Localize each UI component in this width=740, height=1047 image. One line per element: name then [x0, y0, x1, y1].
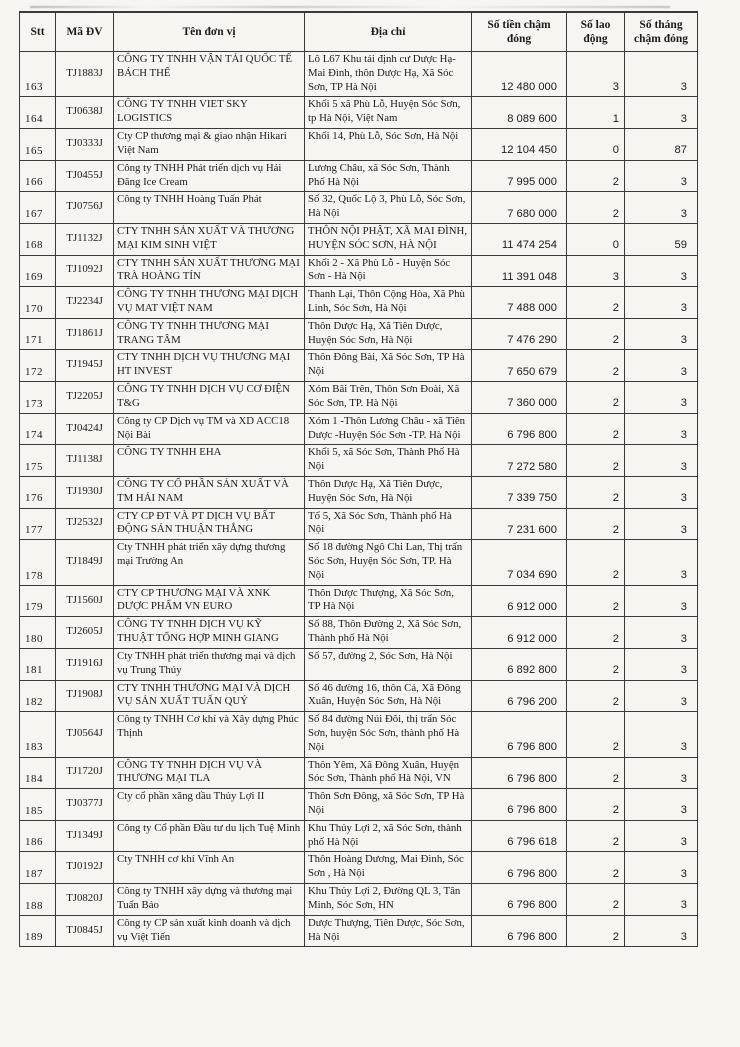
table-row	[20, 476, 698, 508]
cell-ma-dv: TJ0377J	[56, 789, 114, 821]
cell-so-tien: 6 796 800	[472, 852, 567, 884]
cell-dia-chi: Khối 5, xã Sóc Sơn, Thành Phố Hà Nội	[305, 445, 472, 477]
cell-ma-dv: TJ1138J	[56, 445, 114, 477]
cell-ma-dv: TJ0756J	[56, 192, 114, 224]
cell-ma-dv: TJ1861J	[56, 318, 114, 350]
cell-ten-don-vi: CTY TNHH DỊCH VỤ THƯƠNG MẠI HT INVEST	[114, 350, 305, 382]
cell-so-lao-dong: 2	[567, 413, 625, 445]
table-row	[20, 287, 698, 319]
cell-so-tien: 6 796 800	[472, 884, 567, 916]
cell-ten-don-vi: CÔNG TY TNHH DỊCH VỤ VÀ THƯƠNG MẠI TLA	[114, 757, 305, 789]
table-row	[20, 820, 698, 852]
cell-so-lao-dong: 2	[567, 712, 625, 757]
table-row	[20, 223, 698, 255]
table-row	[20, 757, 698, 789]
cell-so-tien: 6 796 800	[472, 757, 567, 789]
cell-so-lao-dong: 2	[567, 852, 625, 884]
cell-stt: 175	[20, 445, 56, 477]
cell-so-thang: 3	[625, 712, 698, 757]
table-row	[20, 97, 698, 129]
cell-ten-don-vi: CÔNG TY TNHH VIET SKY LOGISTICS	[114, 97, 305, 129]
cell-so-lao-dong: 2	[567, 585, 625, 617]
cell-stt: 184	[20, 757, 56, 789]
cell-stt: 183	[20, 712, 56, 757]
cell-ten-don-vi: CTY CP THƯƠNG MẠI VÀ XNK DƯỢC PHẨM VN EURO	[114, 585, 305, 617]
cell-dia-chi: THÔN NỘI PHẬT, XÃ MAI ĐÌNH, HUYỆN SÓC SƠN, HÀ NỘI	[305, 223, 472, 255]
cell-so-thang: 3	[625, 318, 698, 350]
table-row	[20, 585, 698, 617]
cell-ten-don-vi: Công ty TNHH Hoàng Tuấn Phát	[114, 192, 305, 224]
cell-so-tien: 12 104 450	[472, 129, 567, 161]
cell-so-thang: 3	[625, 52, 698, 97]
cell-ma-dv: TJ1560J	[56, 585, 114, 617]
cell-dia-chi: Khối 5 xã Phù Lỗ, Huyện Sóc Sơn, tp Hà Nội, Việt Nam	[305, 97, 472, 129]
table-row	[20, 540, 698, 585]
cell-stt: 188	[20, 884, 56, 916]
cell-so-tien: 6 912 000	[472, 617, 567, 649]
table-row	[20, 884, 698, 916]
cell-ten-don-vi: CÔNG TY TNHH EHA	[114, 445, 305, 477]
cell-stt: 173	[20, 382, 56, 414]
cell-so-lao-dong: 2	[567, 648, 625, 680]
cell-so-thang: 3	[625, 585, 698, 617]
cell-so-tien: 7 650 679	[472, 350, 567, 382]
cell-dia-chi: Lương Châu, xã Sóc Sơn, Thành Phố Hà Nội	[305, 160, 472, 192]
cell-stt: 164	[20, 97, 56, 129]
cell-ten-don-vi: Công ty CP Dịch vụ TM và XD ACC18 Nội Bài	[114, 413, 305, 445]
table-row	[20, 915, 698, 947]
table-row	[20, 852, 698, 884]
table-row	[20, 129, 698, 161]
header-stt: Stt	[20, 12, 56, 52]
cell-dia-chi: Thôn Dược Hạ, Xã Tiên Dược, Huyện Sóc Sơn, Hà Nội	[305, 318, 472, 350]
cell-ten-don-vi: Cty TNHH phát triển xây dựng thương mại Trường An	[114, 540, 305, 585]
cell-so-tien: 8 089 600	[472, 97, 567, 129]
cell-ma-dv: TJ1720J	[56, 757, 114, 789]
table-row	[20, 318, 698, 350]
cell-dia-chi: Thôn Yêm, Xã Đông Xuân, Huyện Sóc Sơn, Thành phố Hà Nội, VN	[305, 757, 472, 789]
cell-ma-dv: TJ2532J	[56, 508, 114, 540]
cell-stt: 185	[20, 789, 56, 821]
cell-ten-don-vi: Công ty TNHH Phát triển dịch vụ Hải Đăng Ice Cream	[114, 160, 305, 192]
cell-dia-chi: Thôn Dược Thượng, Xã Sóc Sơn, TP Hà Nội	[305, 585, 472, 617]
cell-dia-chi: Khu Thủy Lợi 2, xã Sóc Sơn, thành phố Hà Nội	[305, 820, 472, 852]
cell-so-tien: 7 360 000	[472, 382, 567, 414]
cell-so-lao-dong: 2	[567, 757, 625, 789]
cell-so-lao-dong: 2	[567, 540, 625, 585]
table-row	[20, 350, 698, 382]
cell-so-lao-dong: 2	[567, 617, 625, 649]
cell-stt: 172	[20, 350, 56, 382]
cell-so-tien: 11 391 048	[472, 255, 567, 287]
table-row	[20, 789, 698, 821]
cell-dia-chi: Thôn Hoàng Dương, Mai Đình, Sóc Sơn , Hà Nội	[305, 852, 472, 884]
cell-so-thang: 87	[625, 129, 698, 161]
cell-stt: 177	[20, 508, 56, 540]
cell-ten-don-vi: CÔNG TY TNHH THƯƠNG MẠI DỊCH VỤ MAT VIỆT NAM	[114, 287, 305, 319]
cell-so-tien: 11 474 254	[472, 223, 567, 255]
cell-dia-chi: Xóm 1 -Thôn Lương Châu - xã Tiên Dược -Huyện Sóc Sơn -TP. Hà Nội	[305, 413, 472, 445]
cell-dia-chi: Số 18 đường Ngô Chi Lan, Thị trấn Sóc Sơn, Huyện Sóc Sơn, TP. Hà Nội	[305, 540, 472, 585]
cell-so-tien: 6 796 618	[472, 820, 567, 852]
cell-ma-dv: TJ1916J	[56, 648, 114, 680]
cell-so-thang: 3	[625, 413, 698, 445]
table-row	[20, 445, 698, 477]
cell-ma-dv: TJ1883J	[56, 52, 114, 97]
cell-ma-dv: TJ0455J	[56, 160, 114, 192]
cell-so-tien: 6 796 200	[472, 680, 567, 712]
cell-dia-chi: Xóm Bãi Trên, Thôn Sơn Đoài, Xã Sóc Sơn, TP. Hà Nội	[305, 382, 472, 414]
cell-dia-chi: Dược Thượng, Tiên Dược, Sóc Sơn, Hà Nội	[305, 915, 472, 947]
cell-so-thang: 3	[625, 884, 698, 916]
cell-so-lao-dong: 2	[567, 508, 625, 540]
cell-ma-dv: TJ1132J	[56, 223, 114, 255]
cell-dia-chi: Thanh Lại, Thôn Cộng Hòa, Xã Phù Linh, Sóc Sơn, Hà Nội	[305, 287, 472, 319]
table-row	[20, 382, 698, 414]
cell-so-lao-dong: 2	[567, 192, 625, 224]
scan-artifact	[30, 6, 670, 8]
cell-so-tien: 7 995 000	[472, 160, 567, 192]
cell-stt: 165	[20, 129, 56, 161]
cell-ma-dv: TJ2605J	[56, 617, 114, 649]
cell-so-lao-dong: 1	[567, 97, 625, 129]
cell-dia-chi: Lô L67 Khu tái định cư Dược Hạ-Mai Đình, thôn Dược Hạ, Xã Sóc Sơn, TP Hà Nội	[305, 52, 472, 97]
cell-so-thang: 3	[625, 852, 698, 884]
header-ma-dv: Mã ĐV	[56, 12, 114, 52]
cell-dia-chi: Số 46 đường 16, thôn Cả, Xã Đông Xuân, Huyện Sóc Sơn, Hà Nội	[305, 680, 472, 712]
cell-so-thang: 3	[625, 476, 698, 508]
table-row	[20, 255, 698, 287]
cell-so-thang: 3	[625, 255, 698, 287]
cell-so-lao-dong: 2	[567, 287, 625, 319]
cell-so-tien: 7 680 000	[472, 192, 567, 224]
cell-so-tien: 6 912 000	[472, 585, 567, 617]
cell-so-tien: 7 476 290	[472, 318, 567, 350]
cell-so-thang: 3	[625, 915, 698, 947]
cell-so-thang: 3	[625, 540, 698, 585]
cell-ten-don-vi: Công ty Cổ phần Đầu tư du lịch Tuệ Minh	[114, 820, 305, 852]
cell-ten-don-vi: CÔNG TY TNHH VẬN TẢI QUỐC TẾ BÁCH THẾ	[114, 52, 305, 97]
cell-so-lao-dong: 3	[567, 52, 625, 97]
cell-so-tien: 7 034 690	[472, 540, 567, 585]
cell-ten-don-vi: Công ty TNHH Cơ khí và Xây dựng Phúc Thịnh	[114, 712, 305, 757]
cell-ten-don-vi: Công ty TNHH xây dựng và thương mại Tuấn Bảo	[114, 884, 305, 916]
cell-so-thang: 3	[625, 820, 698, 852]
cell-stt: 166	[20, 160, 56, 192]
cell-ten-don-vi: CTY TNHH SẢN XUẤT VÀ THƯƠNG MẠI KIM SINH VIỆT	[114, 223, 305, 255]
cell-so-thang: 3	[625, 680, 698, 712]
cell-stt: 167	[20, 192, 56, 224]
cell-ten-don-vi: Cty CP thương mại & giao nhận Hikari Việt Nam	[114, 129, 305, 161]
cell-dia-chi: Số 88, Thôn Đường 2, Xã Sóc Sơn, Thành phố Hà Nội	[305, 617, 472, 649]
cell-stt: 169	[20, 255, 56, 287]
cell-ma-dv: TJ0564J	[56, 712, 114, 757]
cell-ten-don-vi: CTY CP ĐT VÀ PT DỊCH VỤ BẤT ĐỘNG SẢN THUẬN THẮNG	[114, 508, 305, 540]
cell-so-lao-dong: 2	[567, 445, 625, 477]
cell-stt: 181	[20, 648, 56, 680]
cell-so-tien: 7 488 000	[472, 287, 567, 319]
cell-stt: 170	[20, 287, 56, 319]
table-row	[20, 192, 698, 224]
table-row	[20, 52, 698, 97]
cell-dia-chi: Khối 14, Phù Lỗ, Sóc Sơn, Hà Nội	[305, 129, 472, 161]
table-row	[20, 508, 698, 540]
cell-so-tien: 6 796 800	[472, 789, 567, 821]
cell-ten-don-vi: CÔNG TY CỔ PHẦN SẢN XUẤT VÀ TM HẢI NAM	[114, 476, 305, 508]
cell-ma-dv: TJ0192J	[56, 852, 114, 884]
cell-stt: 174	[20, 413, 56, 445]
cell-dia-chi: Số 84 đường Núi Đôi, thị trấn Sóc Sơn, huyện Sóc Sơn, thành phố Hà Nội	[305, 712, 472, 757]
cell-so-thang: 3	[625, 617, 698, 649]
cell-stt: 176	[20, 476, 56, 508]
table-header-row	[20, 12, 698, 52]
cell-so-tien: 6 796 800	[472, 413, 567, 445]
cell-so-thang: 3	[625, 192, 698, 224]
cell-dia-chi: Thôn Đông Bài, Xã Sóc Sơn, TP Hà Nội	[305, 350, 472, 382]
cell-stt: 182	[20, 680, 56, 712]
cell-dia-chi: Khu Thủy Lợi 2, Đường QL 3, Tân Minh, Sóc Sơn, HN	[305, 884, 472, 916]
cell-stt: 163	[20, 52, 56, 97]
cell-ten-don-vi: CTY TNHH SẢN XUẤT THƯƠNG MẠI TRÀ HOÀNG TÍN	[114, 255, 305, 287]
cell-so-thang: 3	[625, 648, 698, 680]
cell-ma-dv: TJ0845J	[56, 915, 114, 947]
cell-dia-chi: Thôn Dược Hạ, Xã Tiên Dược, Huyện Sóc Sơn, Hà Nội	[305, 476, 472, 508]
late-payment-table	[19, 11, 698, 947]
table-row	[20, 617, 698, 649]
cell-so-lao-dong: 2	[567, 680, 625, 712]
cell-ten-don-vi: Cty TNHH cơ khí Vĩnh An	[114, 852, 305, 884]
cell-so-tien: 7 231 600	[472, 508, 567, 540]
cell-so-lao-dong: 2	[567, 884, 625, 916]
cell-stt: 186	[20, 820, 56, 852]
cell-so-thang: 3	[625, 287, 698, 319]
cell-stt: 187	[20, 852, 56, 884]
cell-dia-chi: Thôn Sơn Đông, xã Sóc Sơn, TP Hà Nội	[305, 789, 472, 821]
cell-ten-don-vi: CÔNG TY TNHH THƯƠNG MẠI TRANG TÂM	[114, 318, 305, 350]
cell-so-tien: 6 796 800	[472, 915, 567, 947]
cell-ma-dv: TJ1092J	[56, 255, 114, 287]
cell-ma-dv: TJ1908J	[56, 680, 114, 712]
cell-so-lao-dong: 3	[567, 255, 625, 287]
cell-so-tien: 6 892 800	[472, 648, 567, 680]
cell-ma-dv: TJ0638J	[56, 97, 114, 129]
table-row	[20, 680, 698, 712]
header-so-lao-dong: Số lao động	[567, 12, 625, 52]
cell-ma-dv: TJ2205J	[56, 382, 114, 414]
cell-ma-dv: TJ1349J	[56, 820, 114, 852]
cell-ten-don-vi: CÔNG TY TNHH DỊCH VỤ CƠ ĐIỆN T&G	[114, 382, 305, 414]
cell-so-thang: 3	[625, 382, 698, 414]
cell-so-thang: 3	[625, 160, 698, 192]
cell-stt: 180	[20, 617, 56, 649]
cell-so-tien: 6 796 800	[472, 712, 567, 757]
cell-so-lao-dong: 2	[567, 915, 625, 947]
cell-so-lao-dong: 2	[567, 476, 625, 508]
cell-dia-chi: Khối 2 - Xã Phù Lỗ - Huyện Sóc Sơn - Hà Nội	[305, 255, 472, 287]
cell-so-thang: 3	[625, 789, 698, 821]
cell-so-lao-dong: 2	[567, 789, 625, 821]
header-so-thang: Số tháng chậm đóng	[625, 12, 698, 52]
cell-ten-don-vi: CÔNG TY TNHH DỊCH VỤ KỸ THUẬT TỔNG HỢP MINH GIANG	[114, 617, 305, 649]
cell-stt: 168	[20, 223, 56, 255]
cell-dia-chi: Số 32, Quốc Lộ 3, Phù Lỗ, Sóc Sơn, Hà Nội	[305, 192, 472, 224]
cell-ten-don-vi: Cty cổ phần xăng dầu Thủy Lợi II	[114, 789, 305, 821]
cell-stt: 171	[20, 318, 56, 350]
cell-so-lao-dong: 2	[567, 160, 625, 192]
cell-ma-dv: TJ1849J	[56, 540, 114, 585]
cell-so-thang: 59	[625, 223, 698, 255]
cell-so-thang: 3	[625, 508, 698, 540]
cell-dia-chi: Tổ 5, Xã Sóc Sơn, Thành phố Hà Nội	[305, 508, 472, 540]
cell-so-lao-dong: 2	[567, 350, 625, 382]
table-body	[20, 52, 698, 947]
cell-so-lao-dong: 2	[567, 318, 625, 350]
cell-stt: 189	[20, 915, 56, 947]
cell-ma-dv: TJ1945J	[56, 350, 114, 382]
cell-so-thang: 3	[625, 350, 698, 382]
table-row	[20, 413, 698, 445]
cell-ma-dv: TJ2234J	[56, 287, 114, 319]
cell-so-tien: 7 272 580	[472, 445, 567, 477]
header-dia-chi: Địa chỉ	[305, 12, 472, 52]
cell-ma-dv: TJ0424J	[56, 413, 114, 445]
cell-ten-don-vi: Cty TNHH phát triển thương mại và dịch vụ Trung Thúy	[114, 648, 305, 680]
cell-so-lao-dong: 0	[567, 129, 625, 161]
cell-so-thang: 3	[625, 97, 698, 129]
cell-ma-dv: TJ0820J	[56, 884, 114, 916]
cell-so-thang: 3	[625, 757, 698, 789]
cell-ma-dv: TJ1930J	[56, 476, 114, 508]
cell-so-lao-dong: 2	[567, 820, 625, 852]
cell-ma-dv: TJ0333J	[56, 129, 114, 161]
header-ten-don-vi: Tên đơn vị	[114, 12, 305, 52]
header-so-tien: Số tiền chậm đóng	[472, 12, 567, 52]
cell-ten-don-vi: Công ty CP sản xuất kinh doanh và dịch vụ Việt Tiến	[114, 915, 305, 947]
cell-ten-don-vi: CTY TNHH THƯƠNG MẠI VÀ DỊCH VỤ SẢN XUẤT TUẤN QUÝ	[114, 680, 305, 712]
cell-dia-chi: Số 57, đường 2, Sóc Sơn, Hà Nội	[305, 648, 472, 680]
cell-so-tien: 7 339 750	[472, 476, 567, 508]
cell-so-thang: 3	[625, 445, 698, 477]
cell-stt: 179	[20, 585, 56, 617]
cell-so-lao-dong: 0	[567, 223, 625, 255]
cell-so-lao-dong: 2	[567, 382, 625, 414]
table-row	[20, 648, 698, 680]
table-row	[20, 712, 698, 757]
cell-so-tien: 12 480 000	[472, 52, 567, 97]
cell-stt: 178	[20, 540, 56, 585]
table-header	[20, 12, 698, 52]
table-row	[20, 160, 698, 192]
